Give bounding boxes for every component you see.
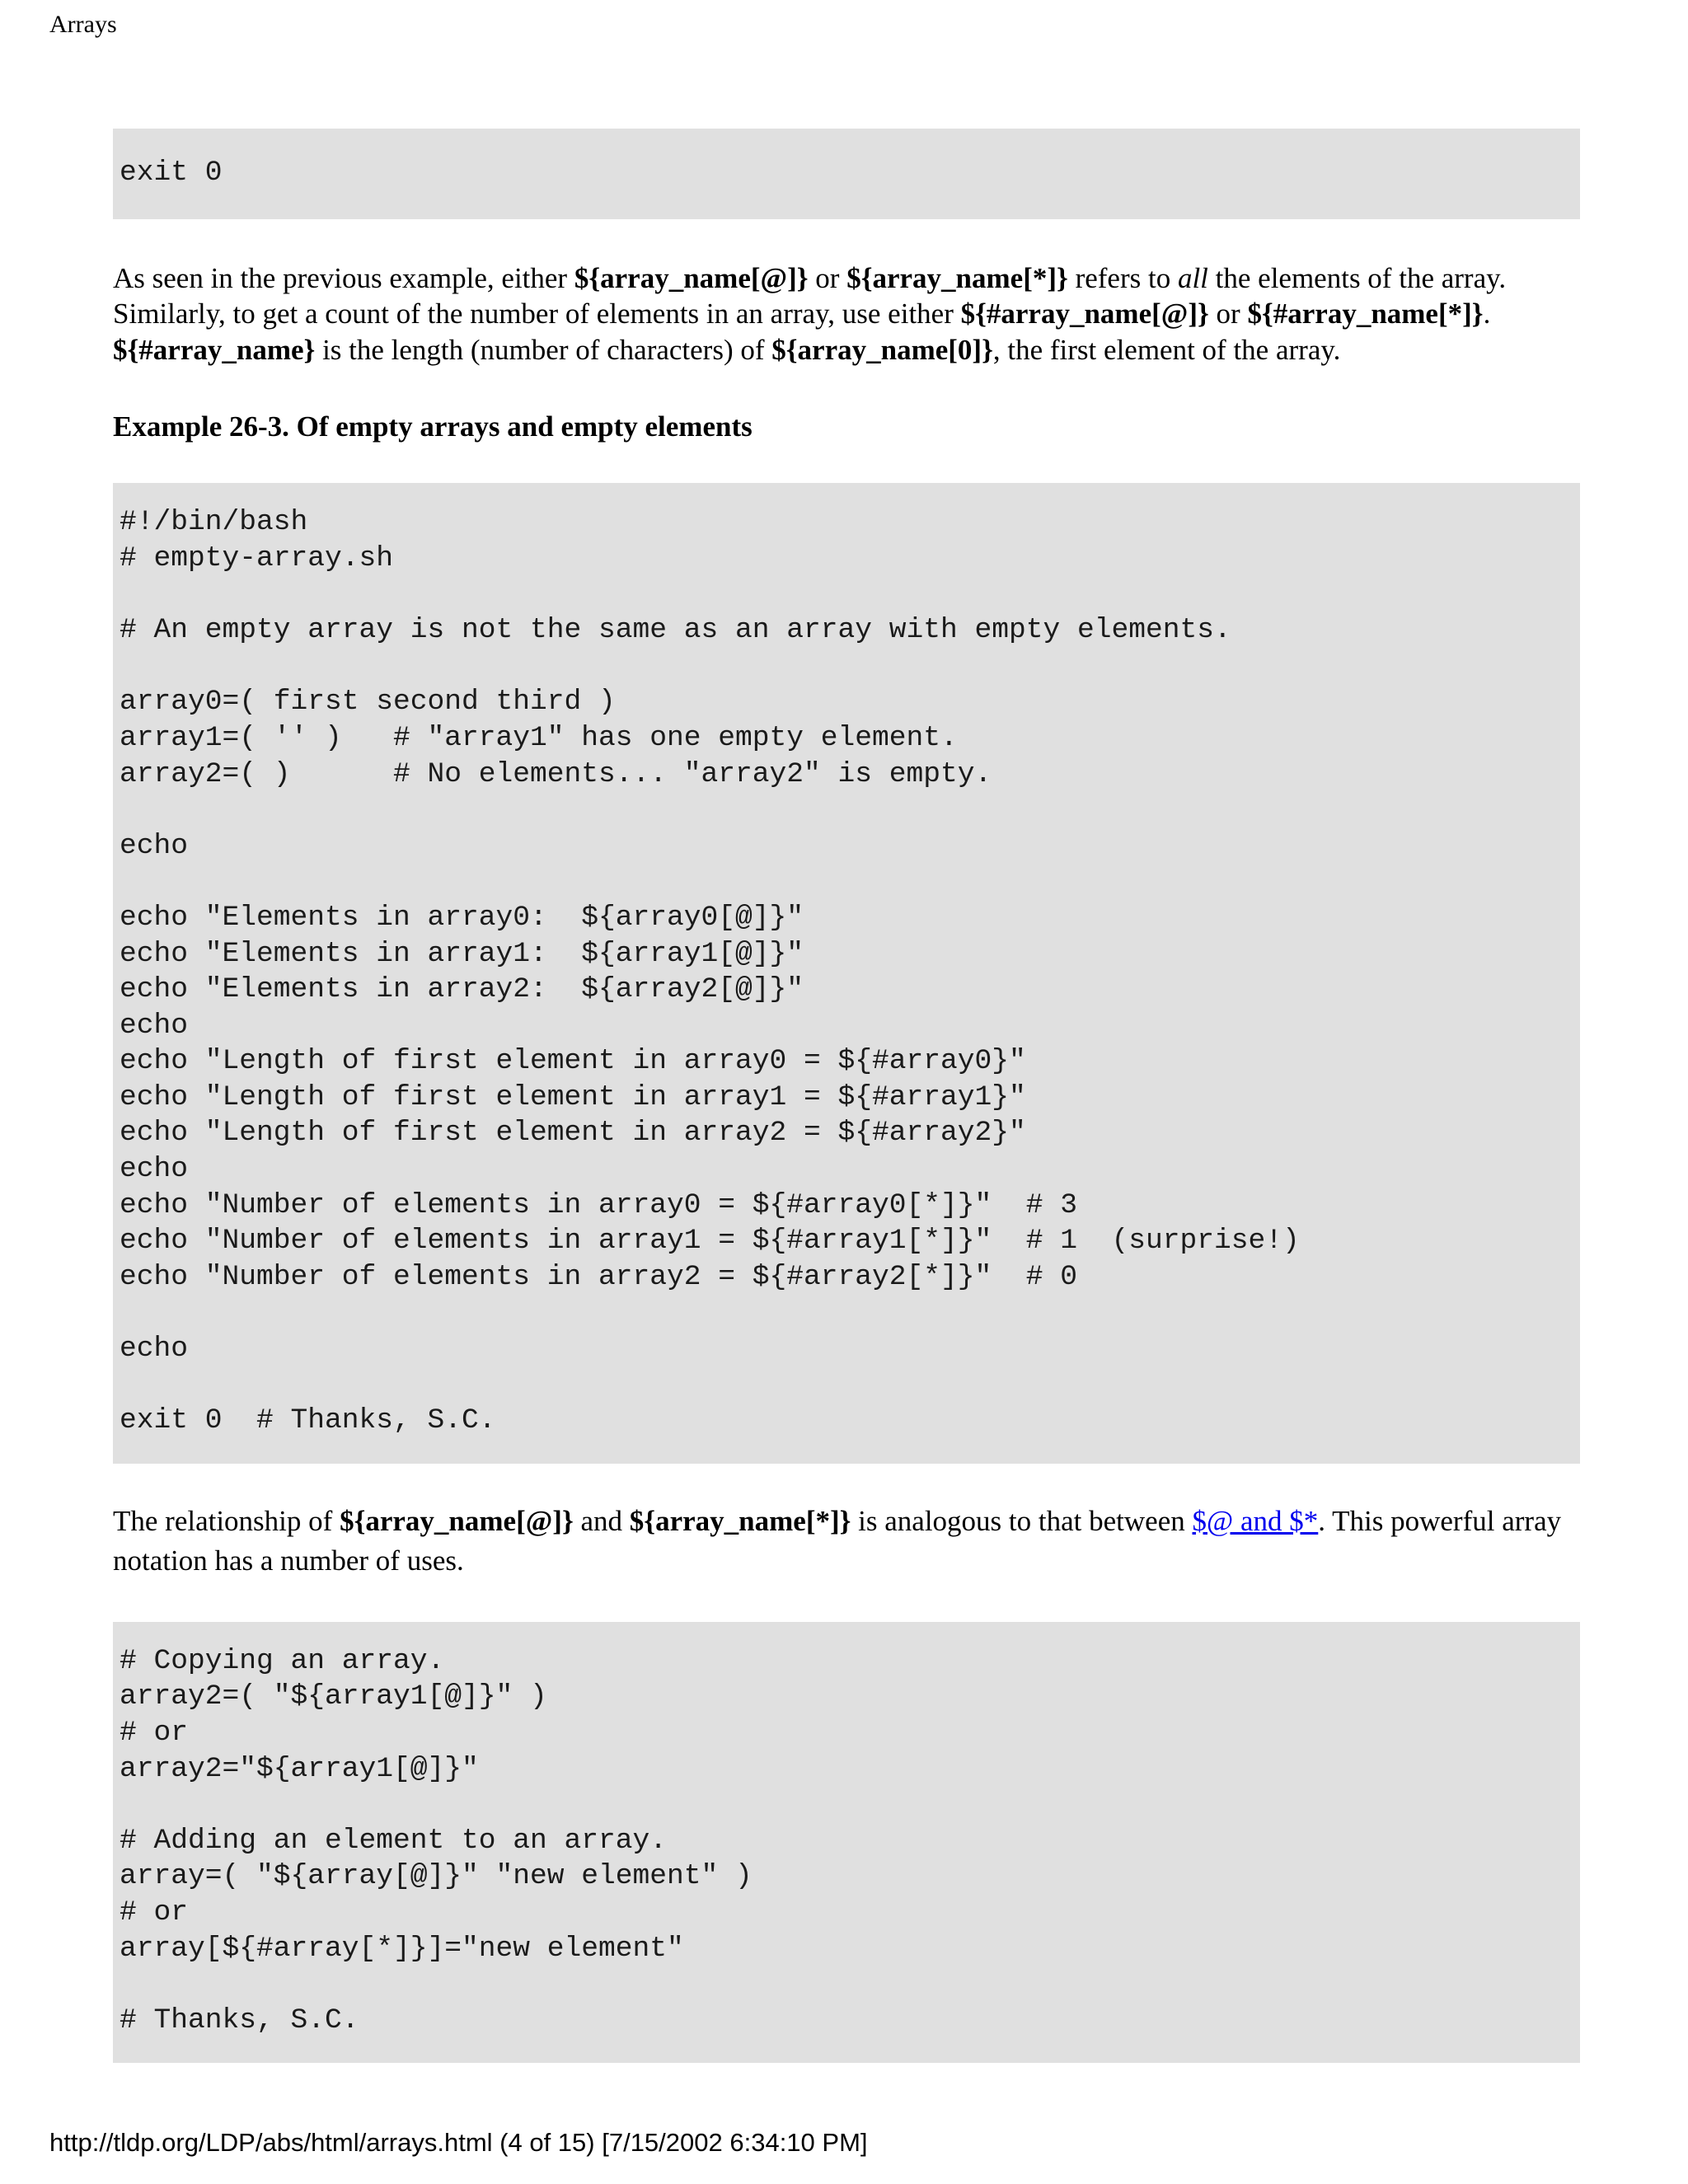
code-term: ${#array_name[@]} xyxy=(960,298,1209,330)
example-title: Example 26-3. Of empty arrays and empty elements xyxy=(113,410,753,443)
text-run: The relationship of xyxy=(113,1504,340,1537)
code-term: ${array_name[*]} xyxy=(846,261,1068,294)
text-run: As seen in the previous example, either xyxy=(113,261,574,294)
code-term: ${#array_name} xyxy=(113,333,316,366)
text-run: . This powerful array notation has a number of uses. xyxy=(113,1504,1562,1577)
paragraph-relationship xyxy=(113,1502,1580,1581)
code-block-empty-array: #!/bin/bash # empty-array.sh # An empty array is not the same as an array with empty elements. array0=( first second third ) array1=( '' ) # "array1" has one empty element. array2=( ) # No elements... "array2" is empty. echo echo "Elements in array0: ${array0[@]}" echo "Elements in array1: ${array1[@]}" echo "Elements in array2: ${array2[@]}" echo echo "Length of first element in array0 = ${#array0}" echo "Length of first element in array1 = ${#array1}" echo "Length of first element in array2 = ${#array2}" echo echo "Number of elements in array0 = ${#array0[*]}" # 3 echo "Number of elements in array1 = ${#array1[*]}" # 1 (surprise!) echo "Number of elements in array2 = ${#array2[*]}" # 0 echo exit 0 # Thanks, S.C. xyxy=(113,483,1580,1463)
code-term: ${array_name[0]} xyxy=(771,333,993,366)
code-block-exit: exit 0 xyxy=(113,129,1580,219)
text-run: refers to xyxy=(1067,261,1178,294)
text-run: is analogous to that between xyxy=(851,1504,1193,1537)
emphasis: all xyxy=(1177,261,1208,294)
running-header: Arrays xyxy=(49,11,117,38)
link-positional-params[interactable]: $@ and $* xyxy=(1192,1504,1319,1537)
text-run: or xyxy=(1208,298,1248,330)
text-run: . xyxy=(1483,298,1491,330)
text-run: is the length (number of characters) of xyxy=(315,333,772,366)
running-footer: http://tldp.org/LDP/abs/html/arrays.html (4 of 15) [7/15/2002 6:34:10 PM] xyxy=(49,2128,868,2157)
text-run: or xyxy=(808,261,847,294)
page-content xyxy=(113,129,1580,2063)
code-term: ${array_name[@]} xyxy=(574,261,809,294)
code-term: ${array_name[@]} xyxy=(340,1504,574,1537)
code-term: ${#array_name[*]} xyxy=(1247,298,1484,330)
code-term: ${array_name[*]} xyxy=(629,1504,851,1537)
text-run: and xyxy=(573,1504,630,1537)
paragraph-array-elements xyxy=(113,260,1580,368)
text-run: the elements of the array. Similarly, to get a count of the number of elements in an array, use either xyxy=(113,261,1507,330)
text-run: , the first element of the array. xyxy=(992,333,1341,366)
code-block-copy-array: # Copying an array. array2=( "${array1[@]}" ) # or array2="${array1[@]}" # Adding an element to an array. array=( "${array[@]}" "new element" ) # or array[${#array[*]}]="new element" # Thanks, S.C. xyxy=(113,1622,1580,2064)
